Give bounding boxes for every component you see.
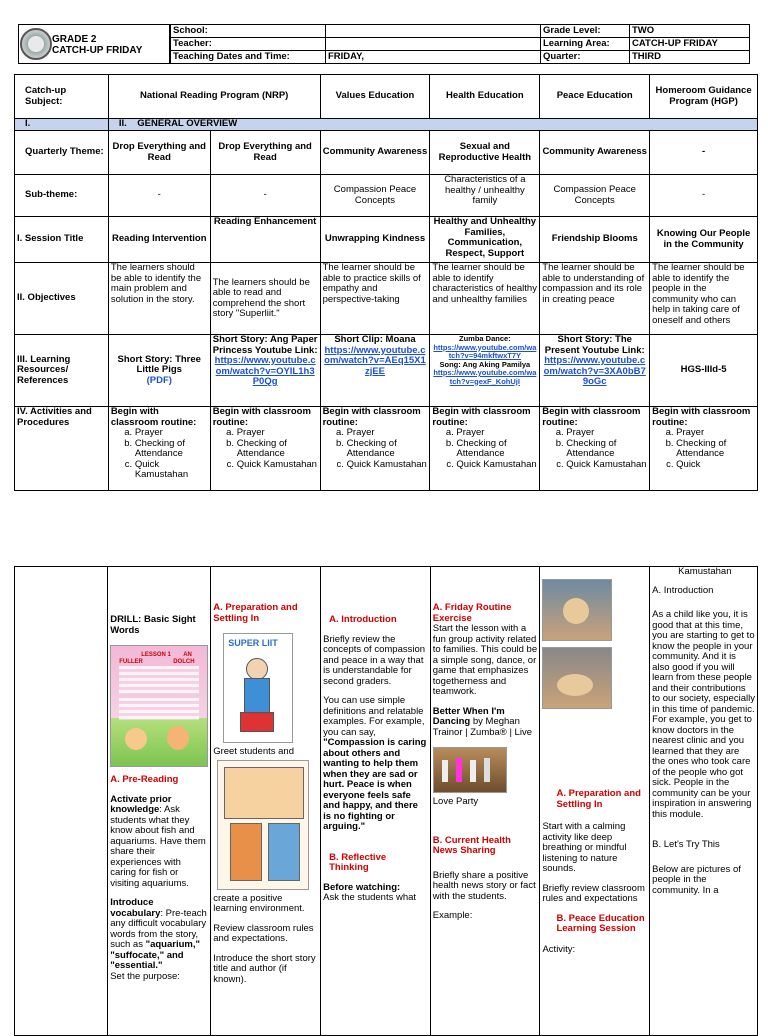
resources-label: III. Learning Resources/ References [15, 335, 109, 407]
prereading-heading: A. Pre-Reading [110, 774, 179, 785]
general-overview-heading: II. GENERAL OVERVIEW [108, 119, 757, 131]
theme-cell: - [650, 131, 758, 175]
youtube-link[interactable]: https://www.youtube.com/watch?v=OYIL1h3P0Qg [214, 355, 316, 387]
teacher-label: Teacher: [171, 38, 326, 51]
introduce-text: Introduce the short story title and author (if known). [213, 952, 316, 985]
resource-cell-nrp1: Short Story: Three Little Pigs (PDF) [108, 335, 210, 407]
preparation-heading-peace: A. Preparation and Settling In [556, 788, 641, 810]
session-cell: Reading Enhancement [210, 217, 320, 263]
friday-routine-heading: A. Friday Routine Exercise [432, 602, 512, 624]
the-present-thumbnail-2[interactable] [542, 647, 612, 709]
routine-cell: Begin with classroom routine: a. Prayer b. Checking of Attendance c. Quick Kamustahan [108, 407, 210, 491]
routine-cell: Begin with classroom routine: a. Prayer b. Checking of Attendance c. Quick Kamustahan [540, 407, 650, 491]
compassion-quote: "Compassion is caring about others and wanting to help them when they are sad or hurt. Peace is when everyone feels safe and happy, and there is no fighting or arguing." [323, 737, 427, 832]
theme-cell: Sexual and Reproductive Health [430, 131, 540, 175]
quarter-value: THIRD [630, 51, 750, 64]
lesson-plan-table [14, 74, 758, 491]
resource-cell-hgp: HGS-IIId-5 [650, 335, 758, 407]
nrp1-activity-cell [108, 567, 211, 1036]
section-number: I. [15, 119, 109, 131]
kamustahan-continued: Kamustahan [678, 566, 732, 577]
hgp-intro-paragraph: As a child like you, it is good that at this time, you are starting to get to know the people in your community. And it is also good if you will learn from these people and their contributions to our society, especially in this time of pandemic. For example, you get to know doctors in the nearest clinic and you learned that they are the ones who took care of the people who got sick. People in the community can be your inspiration in answering this module. [652, 609, 755, 820]
news-paragraph: Briefly share a positive health news story or fact with the students. [432, 869, 536, 902]
before-watching-text: Ask the students what [323, 892, 417, 903]
sight-words-image: LESSON 1 AN FULLER DOLCH [110, 645, 208, 767]
learning-area-label: Learning Area: [541, 38, 630, 51]
hgp-introduction-heading: A. Introduction [652, 584, 714, 596]
peace-activity-cell [540, 567, 650, 1036]
health-news-heading: B. Current Health News Sharing [432, 834, 511, 856]
session-cell: Friendship Blooms [540, 217, 650, 263]
quarter-label: Quarter: [541, 51, 630, 64]
theme-cell: Drop Everything and Read [108, 131, 210, 175]
subtheme-cell: - [210, 175, 320, 217]
school-value [326, 25, 541, 38]
values-activity-cell [321, 567, 431, 1036]
resource-cell-health: Zumba Dance: https://www.youtube.com/watch?v=94mkftwxT7Y Song: Ang Aking Pamilya https://www.youtube.com/watch?v=gexF_KohUjI [430, 335, 540, 407]
health-header: Health Education [430, 75, 540, 119]
values-header: Values Education [320, 75, 430, 119]
superliit-book-image: SUPER LIIT [223, 633, 293, 743]
session-cell: Reading Intervention [108, 217, 210, 263]
theme-cell: Community Awareness [540, 131, 650, 175]
resource-cell-values: Short Clip: Moana https://www.youtube.com/watch?v=AEq15X1zjEE [320, 335, 430, 407]
routine-paragraph: Start the lesson with a fun group activity related to families. This could be a simple song, dance, or game that emphasizes togetherness and teamwork. [432, 623, 538, 697]
peace-header: Peace Education [540, 75, 650, 119]
song-paragraph: Better When I'm Dancing by Meghan Trainor | Zumba® | Live [432, 705, 532, 738]
resource-cell-peace: Short Story: The Present Youtube Link: https://www.youtube.com/watch?v=3XA0bB79oGc [540, 335, 650, 407]
lets-try-heading: B. Let's Try This [652, 839, 720, 850]
nrp2-activity-cell [211, 567, 321, 1036]
objective-cell: The learner should be able to identify characteristics of healthy and unhealthy families [430, 263, 540, 335]
session-title-label: I. Session Title [15, 217, 109, 263]
grade-level-label: Grade Level: [541, 25, 630, 38]
subtheme-label: Sub-theme: [15, 175, 109, 217]
subtheme-cell: - [108, 175, 210, 217]
catchup-subject-header: Catch-up Subject: [15, 75, 109, 119]
header-info-table [170, 24, 750, 64]
youtube-link[interactable]: https://www.youtube.com/watch?v=94mkftwxT7Y [433, 342, 537, 360]
session-cell: Unwrapping Kindness [320, 217, 430, 263]
routine-cell: Begin with classroom routine: a. Prayer b. Checking of Attendance c. Quick [650, 407, 758, 491]
reflective-heading: B. Reflective Thinking [329, 851, 387, 873]
session-cell: Knowing Our People in the Community [650, 217, 758, 263]
dates-value: FRIDAY, [326, 51, 541, 64]
theme-cell: Drop Everything and Read [210, 131, 320, 175]
health-activity-cell [430, 567, 540, 1036]
activities-label: IV. Activities and Procedures [15, 407, 109, 491]
love-party-text: Love Party [432, 796, 479, 807]
objective-cell: The learners should be able to identify the main problem and solution in the story. [108, 263, 210, 335]
peace-session-heading: B. Peace Education Learning Session [556, 912, 645, 934]
routine-cell: Begin with classroom routine: a. Prayer b. Checking of Attendance c. Quick Kamustahan [210, 407, 320, 491]
purpose-text: Set the purpose: [110, 970, 180, 982]
subtheme-cell: Compassion Peace Concepts [320, 175, 430, 217]
logo-box [18, 24, 170, 64]
hgp-activity-cell [650, 567, 758, 1036]
subtheme-cell: Compassion Peace Concepts [540, 175, 650, 217]
preparation-heading: A. Preparation and Settling In [213, 602, 298, 624]
review-text: Review classroom rules and expectations. [213, 922, 314, 944]
objectives-label: II. Objectives [15, 263, 109, 335]
review-paragraph: Briefly review the concepts of compassion and peace in a way that is understandable for second graders. [323, 633, 426, 687]
subtheme-cell: - [650, 175, 758, 217]
calming-paragraph: Start with a calming activity like deep breathing or mindful listening to nature sounds. [542, 821, 627, 874]
subtheme-cell: Characteristics of a healthy / unhealthy family [430, 175, 540, 217]
story-illustration-image [217, 760, 309, 890]
objective-cell: The learner should be able to understanding of compassion and its role in creating peace [540, 263, 650, 335]
pdf-link[interactable]: (PDF) [146, 374, 172, 386]
activate-paragraph: Activate prior knowledge: Ask students what they know about fish and aquariums. Have them share their experiences with caring for fish or visiting aquariums. [110, 793, 206, 889]
label-column-empty [15, 567, 108, 1036]
dates-label: Teaching Dates and Time: [171, 51, 326, 64]
hgp-header: Homeroom Guidance Program (HGP) [650, 75, 758, 119]
school-label: School: [171, 25, 326, 38]
zumba-video-thumbnail[interactable] [433, 747, 507, 793]
greet-text: Greet students and [213, 746, 295, 757]
activity-label: Activity: [542, 943, 576, 955]
routine-cell: Begin with classroom routine: a. Prayer b. Checking of Attendance c. Quick Kamustahan [320, 407, 430, 491]
before-watching-label: Before watching: [323, 881, 401, 893]
example-label: Example: [432, 910, 473, 921]
learning-area-value: CATCH-UP FRIDAY [630, 38, 750, 51]
youtube-link[interactable]: https://www.youtube.com/watch?v=AEq15X1zjEE [324, 344, 426, 377]
examples-paragraph: You can use simple definitions and relatable examples. For example, you can say, [323, 695, 425, 738]
activities-continued-table [14, 566, 758, 1036]
resource-cell-nrp2: Short Story: Ang Paper Princess Youtube Link: https://www.youtube.com/watch?v=OYIL1h3P0Qg [210, 335, 320, 407]
rules-paragraph: Briefly review classroom rules and expectations [542, 882, 645, 904]
nrp-header: National Reading Program (NRP) [108, 75, 320, 119]
routine-cell: Begin with classroom routine: a. Prayer b. Checking of Attendance c. Quick Kamustahan [430, 407, 540, 491]
objective-cell: The learner should be able to identify the people in the community who can help in taking care of oneself and others [650, 263, 758, 335]
objective-cell: The learner should be able to practice skills of empathy and perspective-taking [320, 263, 430, 335]
quarterly-theme-label: Quarterly Theme: [15, 131, 109, 175]
theme-cell: Community Awareness [320, 131, 430, 175]
the-present-thumbnail-1[interactable] [542, 579, 612, 641]
drill-heading: DRILL: Basic Sight Words [110, 614, 196, 636]
grade-level-value: TWO [630, 25, 750, 38]
create-text: create a positive learning environment. [213, 892, 305, 914]
objective-cell: The learners should be able to read and comprehend the short story "Superliit." [210, 263, 320, 335]
lets-try-paragraph: Below are pictures of people in the community. In a [652, 863, 741, 896]
vocabulary-paragraph: Introduce vocabulary: Pre-teach any difficult vocabulary words from the story, such as "aquarium," "suffocate," and "essential." [110, 897, 207, 971]
introduction-heading: A. Introduction [329, 614, 397, 625]
session-cell: Healthy and Unhealthy Families, Communication, Respect, Support [430, 217, 540, 263]
teacher-value [326, 38, 541, 51]
youtube-link[interactable]: https://www.youtube.com/watch?v=gexF_KohUjI [433, 368, 537, 386]
youtube-link[interactable]: https://www.youtube.com/watch?v=3XA0bB79oGc [543, 355, 646, 387]
grade-title: GRADE 2 CATCH-UP FRIDAY [52, 34, 143, 56]
